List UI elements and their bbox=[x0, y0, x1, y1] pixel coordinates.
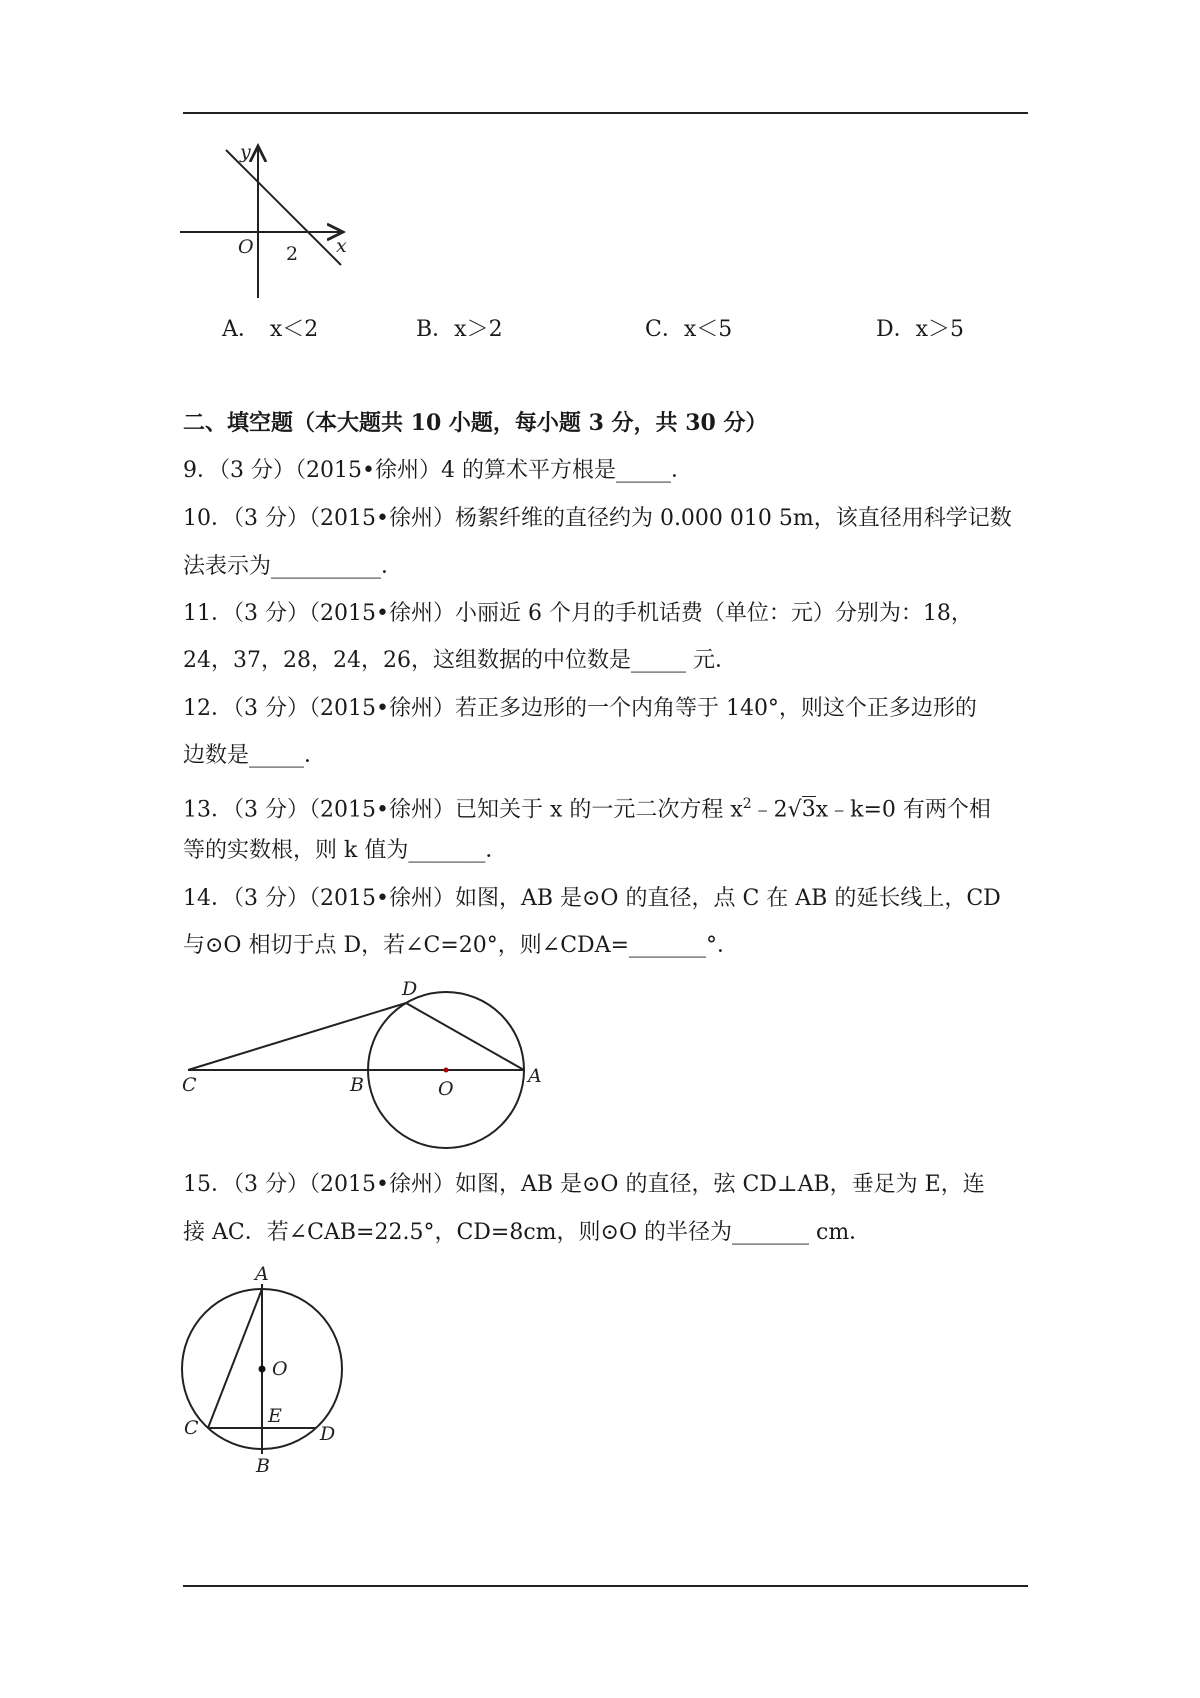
question-12-line-2: 边数是_____． bbox=[183, 743, 327, 768]
point-a-label: A bbox=[255, 1263, 269, 1285]
header-rule bbox=[183, 112, 1028, 114]
option-a: A． x＜2 bbox=[222, 317, 319, 342]
point-a-label: A bbox=[528, 1065, 542, 1087]
question-10-line-1: 10．（3 分）（2015•徐州）杨絮纤维的直径约为 0.000 010 5m，该直径用科学记数 bbox=[183, 506, 1012, 531]
point-o-label: O bbox=[272, 1358, 288, 1380]
center-point bbox=[444, 1068, 449, 1073]
point-c-label: C bbox=[182, 1074, 197, 1096]
question-11-line-2: 24，37，28，24，26，这组数据的中位数是_____ 元． bbox=[183, 648, 737, 673]
point-d-label: D bbox=[402, 978, 418, 1000]
sqrt-sign: √ bbox=[787, 797, 802, 823]
point-b-label: B bbox=[350, 1074, 364, 1096]
question-15-line-2: 接 AC．若∠CAB=22.5°，CD=8cm，则⊙O 的半径为_______ cm． bbox=[183, 1220, 872, 1245]
question-12-line-1: 12．（3 分）（2015•徐州）若正多边形的一个内角等于 140°，则这个正多边形的 bbox=[183, 696, 977, 721]
intercept-label: 2 bbox=[286, 243, 299, 265]
point-o-label: O bbox=[438, 1078, 454, 1100]
question-14-line-2: 与⊙O 相切于点 D，若∠C=20°，则∠CDA=_______°． bbox=[183, 933, 740, 958]
section-heading: 二、填空题（本大题共 10 小题，每小题 3 分，共 30 分） bbox=[183, 410, 768, 436]
point-e-label: E bbox=[268, 1405, 282, 1427]
tangent-circle-diagram bbox=[178, 975, 558, 1155]
linear-function-graph bbox=[178, 140, 358, 305]
footer-rule bbox=[183, 1585, 1028, 1587]
chord-circle-diagram bbox=[178, 1262, 358, 1477]
point-b-label: B bbox=[256, 1455, 270, 1477]
question-13-line-1: 13．（3 分）（2015•徐州）已知关于 x 的一元二次方程 $x^2﹣2√3x﹣k=0$ 有两个相 bbox=[183, 796, 991, 823]
exponent: 2 bbox=[742, 796, 752, 812]
question-10-line-2: 法表示为__________． bbox=[183, 554, 404, 579]
segment-ac bbox=[208, 1289, 262, 1428]
y-axis-label: y bbox=[240, 141, 251, 163]
option-d: D．x＞5 bbox=[876, 317, 965, 342]
option-b: B．x＞2 bbox=[416, 317, 503, 342]
point-d-label: D bbox=[320, 1423, 336, 1445]
point-c-label: C bbox=[184, 1417, 199, 1439]
question-13-line-2: 等的实数根，则 k 值为_______． bbox=[183, 838, 508, 863]
origin-label: O bbox=[238, 236, 254, 258]
radicand: 3 bbox=[801, 797, 816, 823]
question-9: 9．（3 分）（2015•徐州）4 的算术平方根是_____． bbox=[183, 458, 693, 483]
option-c: C．x＜5 bbox=[645, 317, 733, 342]
question-14-line-1: 14．（3 分）（2015•徐州）如图，AB 是⊙O 的直径，点 C 在 AB 的延长线上，CD bbox=[183, 886, 1001, 911]
segment-da bbox=[406, 1003, 524, 1070]
question-11-line-1: 11．（3 分）（2015•徐州）小丽近 6 个月的手机话费（单位：元）分别为：18， bbox=[183, 601, 973, 626]
question-15-line-1: 15．（3 分）（2015•徐州）如图，AB 是⊙O 的直径，弦 CD⊥AB，垂足为 E，连 bbox=[183, 1172, 985, 1197]
x-axis-label: x bbox=[336, 235, 347, 257]
center-point bbox=[259, 1366, 266, 1373]
tangent-cd bbox=[188, 1003, 406, 1070]
